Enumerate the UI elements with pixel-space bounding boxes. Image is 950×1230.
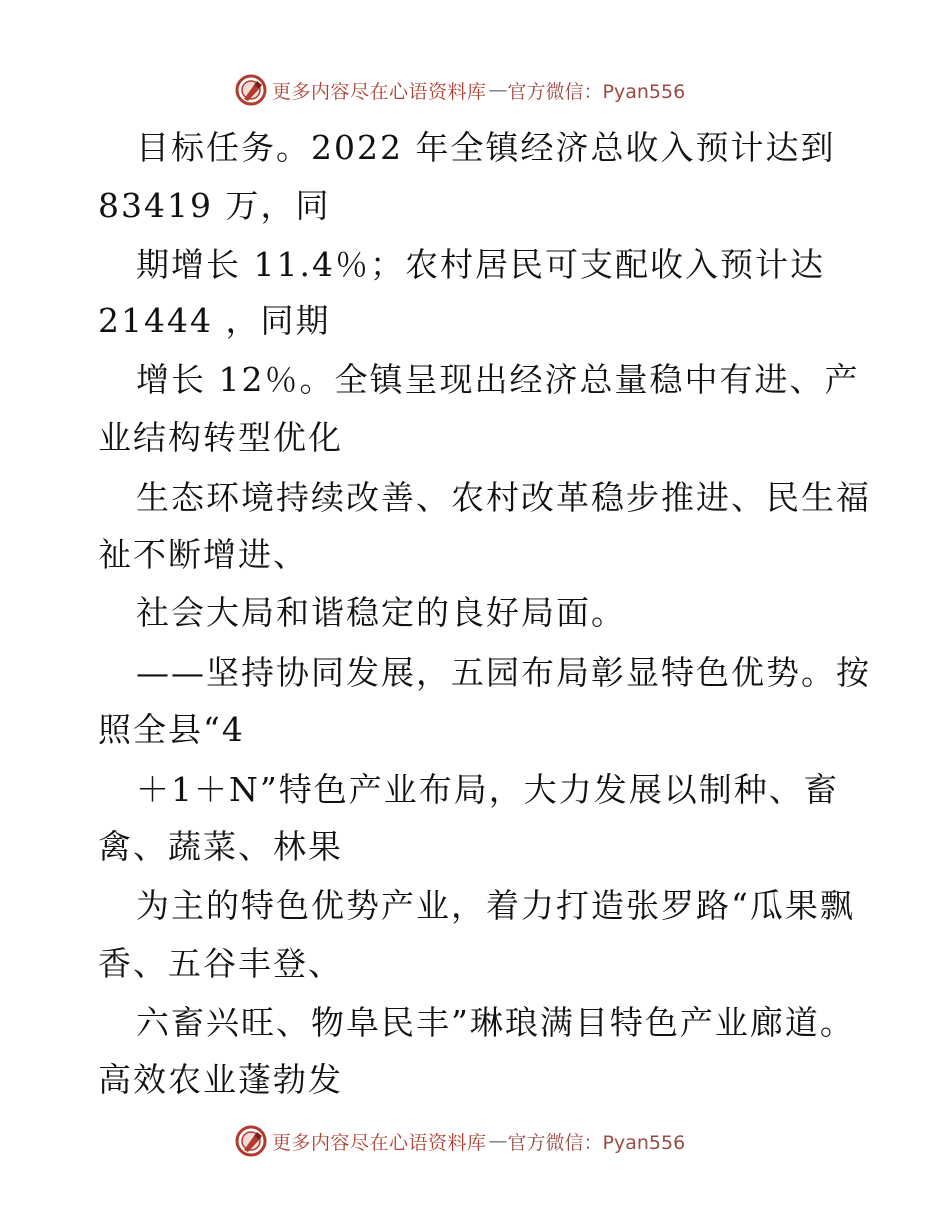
watermark-wechat: 官方微信：Pyan556 — [507, 80, 686, 103]
text-line: 为主的特色优势产业，着力打造张罗路“瓜果飘 — [136, 886, 855, 925]
text-line: 高效农业蓬勃发 — [98, 1060, 343, 1099]
watermark-text: 更多内容尽在心语资料库 — [272, 80, 487, 103]
footer-watermark — [234, 1123, 685, 1159]
text-line: 香、五谷丰登、 — [98, 944, 343, 983]
watermark-wechat: 官方微信：Pyan556 — [507, 1131, 686, 1154]
watermark-separator: — — [488, 79, 508, 101]
text-line: 83419 万，同 — [98, 186, 331, 225]
text-line: 增长 12％。全镇呈现出经济总量稳中有进、产 — [136, 360, 860, 399]
text-line: 禽、蔬菜、林果 — [98, 827, 343, 866]
text-line: ——坚持协同发展，五园布局彰显特色优势。按 — [136, 653, 871, 692]
text-line: 六畜兴旺、物阜民丰”琳琅满目特色产业廊道。 — [136, 1003, 855, 1042]
header-watermark — [234, 72, 685, 108]
text-line: 业结构转型优化 — [98, 418, 343, 457]
pen-nib-logo-icon — [234, 73, 268, 107]
text-line: 期增长 11.4％；农村居民可支配收入预计达 — [136, 245, 825, 284]
pen-nib-logo-icon — [234, 1124, 268, 1158]
text-line: 生态环境持续改善、农村改革稳步推进、民生福 — [136, 478, 871, 517]
text-line: 社会大局和谐稳定的良好局面。 — [136, 593, 626, 632]
watermark-text: 更多内容尽在心语资料库 — [272, 1131, 487, 1154]
text-line: 21444 ，同期 — [98, 301, 331, 340]
text-line: 祉不断增进、 — [98, 535, 308, 574]
text-line: ＋1＋N”特色产业布局，大力发展以制种、畜 — [136, 770, 839, 809]
text-line: 照全县“4 — [98, 710, 245, 749]
watermark-separator: — — [488, 1130, 508, 1152]
text-line: 目标任务。2022 年全镇经济总收入预计达到 — [136, 128, 836, 167]
